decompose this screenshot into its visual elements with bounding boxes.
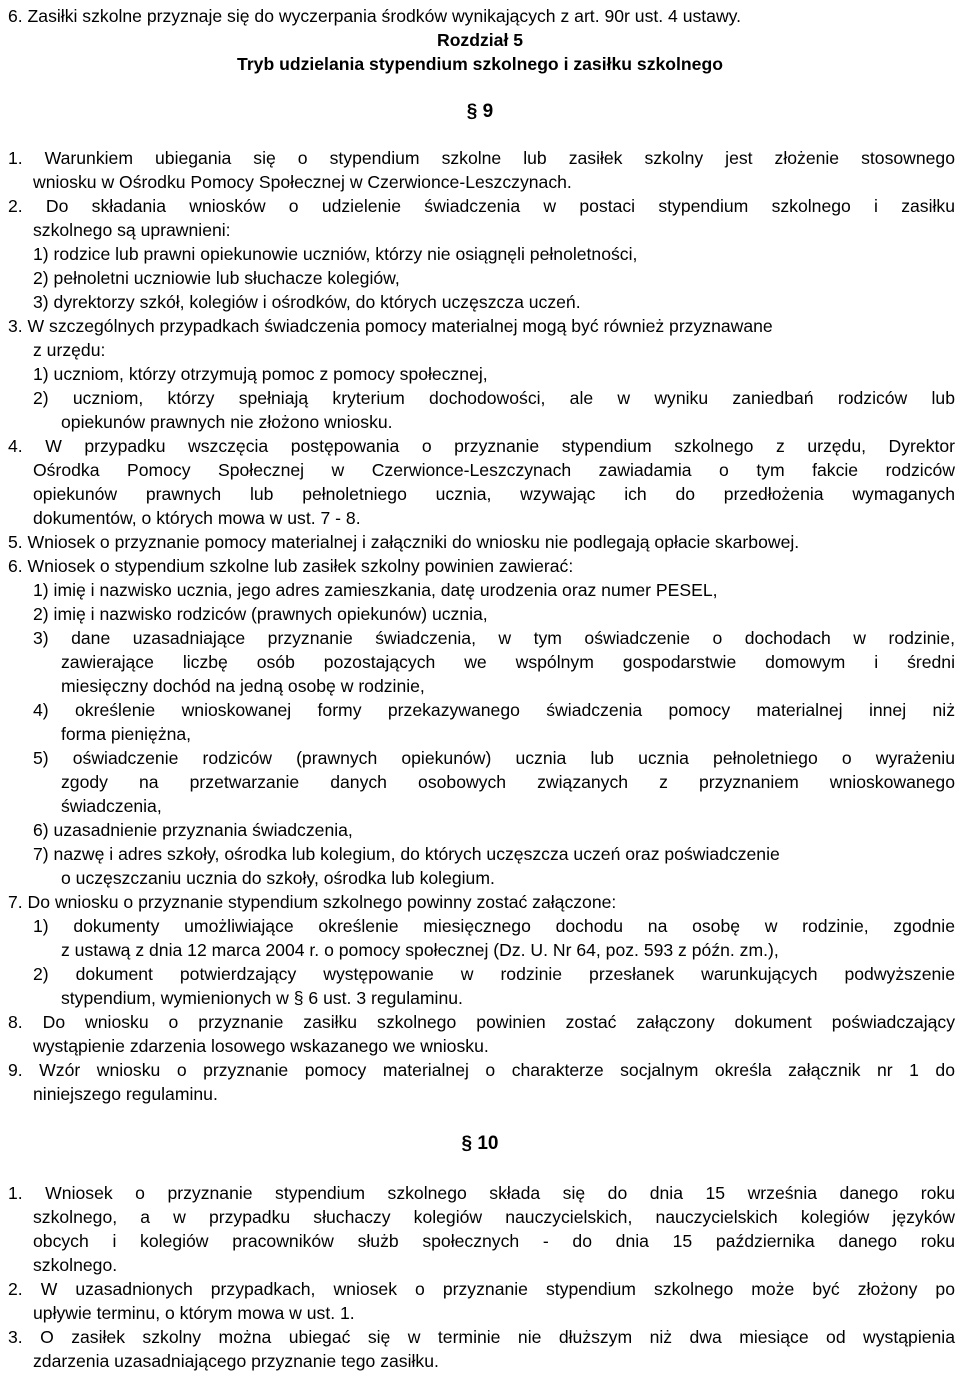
s9-p6-item2: 2) imię i nazwisko rodziców (prawnych opiekunów) ucznia,: [33, 604, 488, 624]
s9-p7-item2-cont: stypendium, wymienionych w § 6 ust. 3 regulaminu.: [61, 988, 463, 1008]
s10-p3-line2: zdarzenia uzasadniającego przyznanie tego zasiłku.: [33, 1351, 439, 1371]
s9-p6-item4-cont: forma pieniężna,: [61, 724, 192, 744]
s9-p6-item4: 4) określenie wnioskowanej formy przekazywanego świadczenia pomocy materialnej innej niż: [33, 700, 955, 720]
s9-p4-line4: dokumentów, o których mowa w ust. 7 - 8.: [33, 508, 361, 528]
s9-p6-item7-cont: o uczęszczaniu ucznia do szkoły, ośrodka lub kolegium.: [61, 868, 495, 888]
s9-p5: 5. Wniosek o przyznanie pomocy materialnej i załączniki do wniosku nie podlegają opłacie skarbowej.: [8, 532, 800, 552]
s10-p3-line1: 3. O zasiłek szkolny można ubiegać się w terminie nie dłuższym niż dwa miesiące od wystąpienia: [8, 1327, 955, 1347]
s9-p6-item5: 5) oświadczenie rodziców (prawnych opiekunów) ucznia lub ucznia pełnoletniego o wyrażeniu: [33, 748, 955, 768]
s9-p4-line2: Ośrodka Pomocy Społecznej w Czerwionce-Leszczynach zawiadamia o tym fakcie rodziców: [33, 460, 955, 480]
s10-p1-line3: obcych i kolegiów pracowników służb społecznych - do dnia 15 października danego roku: [33, 1231, 955, 1251]
section-10-heading: § 10: [461, 1133, 499, 1154]
s10-p1-line4: szkolnego.: [33, 1255, 118, 1275]
chapter-label: Rozdział 5: [436, 30, 524, 50]
s9-p2-line2: szkolnego są uprawnieni:: [33, 220, 231, 240]
s9-p6-item3-cont1: zawierające liczbę osób pozostających we wspólnym gospodarstwie domowym i średni: [61, 652, 955, 672]
s9-p4-line1: 4. W przypadku wszczęcia postępowania o przyznanie stypendium szkolnego z urzędu, Dyrektor: [8, 436, 955, 456]
intro-line: 6. Zasiłki szkolne przyznaje się do wyczerpania środków wynikających z art. 90r ust. 4 ustawy.: [8, 6, 742, 26]
section-9-heading: § 9: [466, 101, 494, 122]
s10-p1-line2: szkolnego, a w przypadku słuchaczy kolegiów nauczycielskich, nauczycielskich kolegiów języków: [33, 1207, 955, 1227]
s9-p6-item3-cont2: miesięczny dochód na jedną osobę w rodzinie,: [61, 676, 425, 696]
chapter-title: Tryb udzielania stypendium szkolnego i zasiłku szkolnego: [237, 54, 723, 74]
s9-p1-line1: 1. Warunkiem ubiegania się o stypendium szkolne lub zasiłek szkolny jest złożenie stosownego: [8, 148, 955, 168]
s9-p9-line2: niniejszego regulaminu.: [33, 1084, 218, 1104]
s9-p3-line1: 3. W szczególnych przypadkach świadczenia pomocy materialnej mogą być również przyznawane: [8, 316, 773, 336]
s10-p2-line2: upływie terminu, o którym mowa w ust. 1.: [33, 1303, 355, 1323]
s9-p8-line2: wystąpienie zdarzenia losowego wskazanego we wniosku.: [33, 1036, 489, 1056]
s9-p2-item2: 2) pełnoletni uczniowie lub słuchacze kolegiów,: [33, 268, 400, 288]
s9-p8-line1: 8. Do wniosku o przyznanie zasiłku szkolnego powinien zostać załączony dokument poświadczający: [8, 1012, 955, 1032]
s9-p1-line2: wniosku w Ośrodku Pomocy Społecznej w Czerwionce-Leszczynach.: [33, 172, 572, 192]
s9-p6-item3: 3) dane uzasadniające przyznanie świadczenia, w tym oświadczenie o dochodach w rodzinie,: [33, 628, 955, 648]
s9-p3-line2: z urzędu:: [33, 340, 106, 360]
s9-p7-item1-cont: z ustawą z dnia 12 marca 2004 r. o pomocy społecznej (Dz. U. Nr 64, poz. 593 z późn. zm.),: [61, 940, 779, 960]
s9-p6-item6: 6) uzasadnienie przyznania świadczenia,: [33, 820, 353, 840]
s9-p7-item1: 1) dokumenty umożliwiające określenie miesięcznego dochodu na osobę w rodzinie, zgodnie: [33, 916, 955, 936]
s9-p6-item5-cont2: świadczenia,: [61, 796, 162, 816]
s9-p3-item2: 2) uczniom, którzy spełniają kryterium dochodowości, ale w wyniku zaniedbań rodziców lub: [33, 388, 955, 408]
s9-p7-line1: 7. Do wniosku o przyznanie stypendium szkolnego powinny zostać załączone:: [8, 892, 617, 912]
s9-p3-item1: 1) uczniom, którzy otrzymują pomoc z pomocy społecznej,: [33, 364, 488, 384]
s10-p1-line1: 1. Wniosek o przyznanie stypendium szkolnego składa się do dnia 15 września danego roku: [8, 1183, 955, 1203]
s9-p6-item1: 1) imię i nazwisko ucznia, jego adres zamieszkania, datę urodzenia oraz numer PESEL,: [33, 580, 718, 600]
s9-p2-item3: 3) dyrektorzy szkół, kolegiów i ośrodków, do których uczęszcza uczeń.: [33, 292, 581, 312]
s9-p6-item7: 7) nazwę i adres szkoły, ośrodka lub kolegium, do których uczęszcza uczeń oraz poświadczenie: [33, 844, 780, 864]
s9-p4-line3: opiekunów prawnych lub pełnoletniego ucznia, wzywając ich do przedłożenia wymaganych: [33, 484, 955, 504]
s9-p7-item2: 2) dokument potwierdzający występowanie w rodzinie przesłanek warunkujących podwyższenie: [33, 964, 955, 984]
s10-p2-line1: 2. W uzasadnionych przypadkach, wniosek o przyznanie stypendium szkolnego może być złożony po: [8, 1279, 955, 1299]
s9-p6-item5-cont1: zgody na przetwarzanie danych osobowych związanych z przyznaniem wnioskowanego: [61, 772, 955, 792]
s9-p2-line1: 2. Do składania wniosków o udzielenie świadczenia w postaci stypendium szkolnego i zasiłku: [8, 196, 955, 216]
s9-p6-line1: 6. Wniosek o stypendium szkolne lub zasiłek szkolny powinien zawierać:: [8, 556, 574, 576]
s9-p3-item2-cont: opiekunów prawnych nie złożono wniosku.: [61, 412, 393, 432]
s9-p9-line1: 9. Wzór wniosku o przyznanie pomocy materialnej o charakterze socjalnym określa załącznik nr 1 do: [8, 1060, 955, 1080]
s9-p2-item1: 1) rodzice lub prawni opiekunowie uczniów, którzy nie osiągnęli pełnoletności,: [33, 244, 638, 264]
